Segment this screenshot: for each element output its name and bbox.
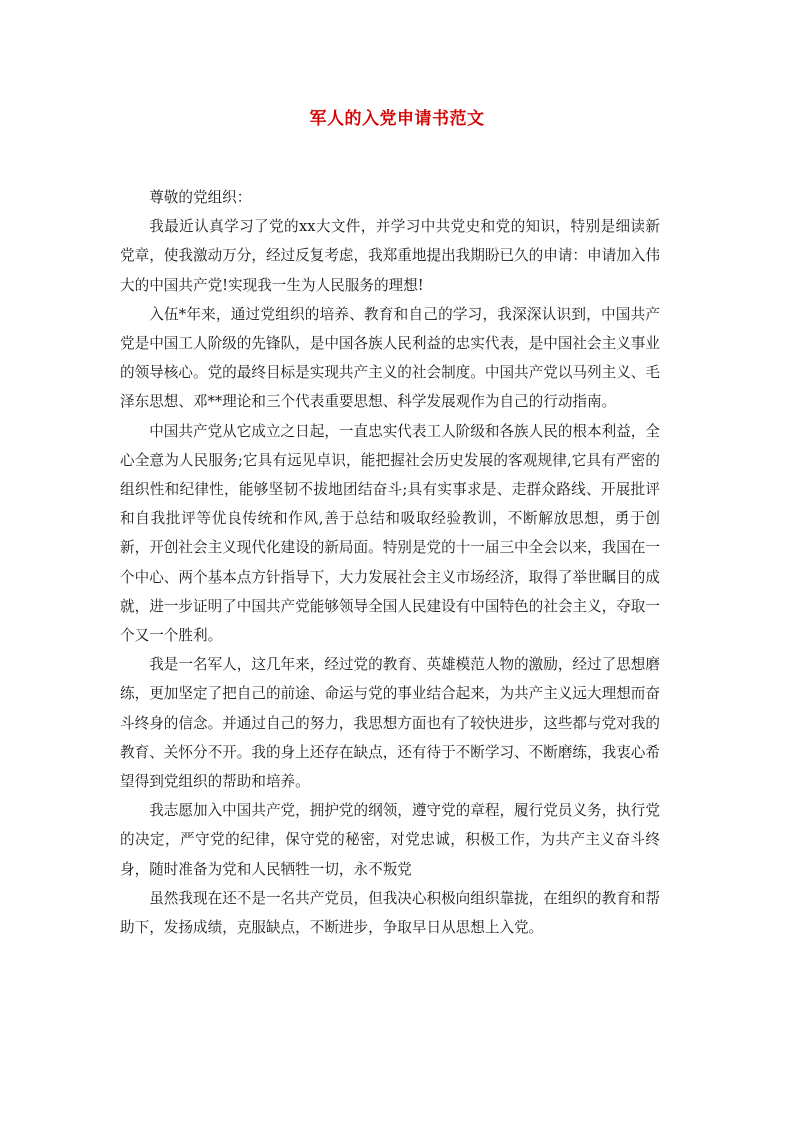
document-body bbox=[120, 183, 660, 942]
paragraph-6: 虽然我现在还不是一名共产党员，但我决心积极向组织靠拢，在组织的教育和帮助下，发扬成绩，克服缺点，不断进步，争取早日从思想上入党。 bbox=[120, 889, 660, 937]
paragraph-3: 中国共产党从它成立之日起，一直忠实代表工人阶级和各族人民的根本利益，全心全意为人民服务;它具有远见卓识，能把握社会历史发展的客观规律,它具有严密的组织性和纪律性，能够坚韧不拔地团结奋斗;具有实事求是、走群众路线、开展批评和自我批评等优良传统和作风,善于总结和吸取经验教训，不断解放思想，勇于创新，开创社会主义现代化建设的新局面。特别是党的十一届三中全会以来，我国在一个中心、两个基本点方针指导下，大力发展社会主义市场经济，取得了举世瞩目的成就，进一步证明了中国共产党能够领导全国人民建设有中国特色的社会主义，夺取一个又一个胜利。 bbox=[120, 422, 660, 645]
paragraph-2: 入伍*年来，通过党组织的培养、教育和自己的学习，我深深认识到，中国共产党是中国工人阶级的先锋队，是中国各族人民利益的忠实代表，是中国社会主义事业的领导核心。党的最终目标是实现共产主义的社会制度。中国共产党以马列主义、毛泽东思想、邓**理论和三个代表重要思想、科学发展观作为自己的行动指南。 bbox=[120, 305, 660, 411]
paragraph-5: 我志愿加入中国共产党，拥护党的纲领，遵守党的章程，履行党员义务，执行党的决定，严守党的纪律，保守党的秘密，对党忠诚，积极工作，为共产主义奋斗终身，随时准备为党和人民牺牲一切，永不叛党 bbox=[120, 802, 660, 878]
paragraph-4: 我是一名军人，这几年来，经过党的教育、英雄模范人物的激励，经过了思想磨练，更加坚定了把自己的前途、命运与党的事业结合起来，为共产主义远大理想而奋斗终身的信念。并通过自己的努力，我思想方面也有了较快进步，这些都与党对我的教育、关怀分不开。我的身上还存在缺点，还有待于不断学习、不断磨练，我衷心希望得到党组织的帮助和培养。 bbox=[120, 656, 660, 791]
document-title: 军人的入党申请书范文 bbox=[309, 109, 485, 129]
paragraph-1: 我最近认真学习了党的xx大文件，并学习中共党史和党的知识，特别是细读新党章，使我激动万分，经过反复考虑，我郑重地提出我期盼已久的申请：申请加入伟大的中国共产党!实现我一生为人民服务的理想! bbox=[120, 218, 660, 294]
salutation: 尊敬的党组织： bbox=[149, 189, 252, 206]
